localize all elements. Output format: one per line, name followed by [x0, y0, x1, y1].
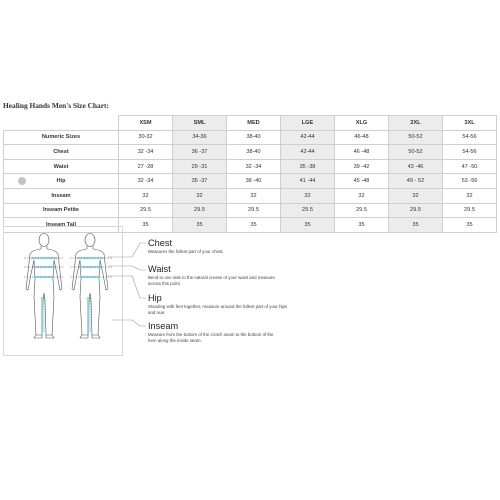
table-cell: 39 -42	[335, 159, 389, 174]
table-cell: 41 -44	[281, 174, 335, 189]
table-cell: 32 -34	[119, 145, 173, 160]
table-cell: 38-40	[227, 130, 281, 145]
measure-waist-desc: Bend to one side to the natural crease of your waist and measure across this point.	[148, 275, 275, 286]
table-cell: 32	[119, 188, 173, 203]
table-cell: 32 -34	[227, 159, 281, 174]
table-cell: 30-32	[119, 130, 173, 145]
measure-waist-heading: Waist	[148, 264, 171, 274]
table-cell: 35	[119, 218, 173, 233]
table-cell: 35	[281, 218, 335, 233]
table-cell: 29.5	[119, 203, 173, 218]
table-cell: 32 -34	[119, 174, 173, 189]
col-header-2xl: 2XL	[389, 116, 443, 131]
table-cell: 38 -40	[227, 174, 281, 189]
measure-hip-desc: Standing with feet together, measure around the fullest part of your hips and rear.	[148, 304, 288, 315]
table-cell: 35	[173, 218, 227, 233]
table-cell: 29.5	[335, 203, 389, 218]
row-label: Numeric Sizes	[4, 130, 119, 145]
row-label: Waist	[4, 159, 119, 174]
table-cell: 50-52	[389, 145, 443, 160]
table-cell: 29.5	[389, 203, 443, 218]
table-cell: 32	[281, 188, 335, 203]
table-cell: 35	[443, 218, 497, 233]
measure-waist	[148, 264, 288, 287]
row-label: Chest	[4, 145, 119, 160]
table-cell: 29.5	[227, 203, 281, 218]
table-cell: 35 -38	[281, 159, 335, 174]
table-cell: 42-44	[281, 145, 335, 160]
table-cell: 42-44	[281, 130, 335, 145]
table-cell: 53 -56	[443, 174, 497, 189]
table-cell: 32	[227, 188, 281, 203]
table-cell: 49 - 52	[389, 174, 443, 189]
table-cell: 35	[389, 218, 443, 233]
table-cell: 36 -37	[173, 145, 227, 160]
measure-chest-heading: Chest	[148, 238, 173, 248]
table-cell: 32	[173, 188, 227, 203]
measure-hip	[148, 293, 288, 316]
table-cell: 47 -50	[443, 159, 497, 174]
table-cell: 29 -31	[173, 159, 227, 174]
col-header-lge: LGE	[281, 116, 335, 131]
table-cell: 50-52	[389, 130, 443, 145]
table-cell: 35	[227, 218, 281, 233]
table-cell: 46 -48	[335, 145, 389, 160]
table-cell: 32	[335, 188, 389, 203]
col-header-3xl: 3XL	[443, 116, 497, 131]
col-header-med: MED	[227, 116, 281, 131]
measure-inseam-desc: Measure from the bottom of the crotch seam to the bottom of the hem along the inside seam.	[148, 332, 274, 343]
table-cell: 27 -28	[119, 159, 173, 174]
table-cell: 45 -48	[335, 174, 389, 189]
measure-inseam	[148, 321, 278, 344]
chart-title: Healing Hands Men's Size Chart:	[3, 101, 109, 110]
col-header-xlg: XLG	[335, 116, 389, 131]
table-cell: 38-40	[227, 145, 281, 160]
table-cell: 46-48	[335, 130, 389, 145]
table-cell: 29.5	[173, 203, 227, 218]
table-cell: 29.5	[281, 203, 335, 218]
col-header-sml: SML	[173, 116, 227, 131]
table-cell: 35 -37	[173, 174, 227, 189]
measure-chest-desc: Measures the fullest part of your chest.	[148, 249, 224, 254]
table-cell: 32	[389, 188, 443, 203]
table-cell: 43 -46	[389, 159, 443, 174]
row-label: Inseam Tall	[4, 218, 119, 233]
row-label: Hip	[56, 178, 66, 185]
measure-inseam-heading: Inseam	[148, 321, 179, 331]
table-cell: 35	[335, 218, 389, 233]
table-cell: 32	[443, 188, 497, 203]
table-cell: 29.5	[443, 203, 497, 218]
row-label: Inseam Petite	[4, 203, 119, 218]
measure-hip-heading: Hip	[148, 293, 162, 303]
table-cell: 34-36	[173, 130, 227, 145]
col-header-xsm: XSM	[119, 116, 173, 131]
row-label: Inseam	[4, 188, 119, 203]
table-cell: 54-56	[443, 145, 497, 160]
measure-chest	[148, 238, 288, 255]
table-cell: 54-56	[443, 130, 497, 145]
